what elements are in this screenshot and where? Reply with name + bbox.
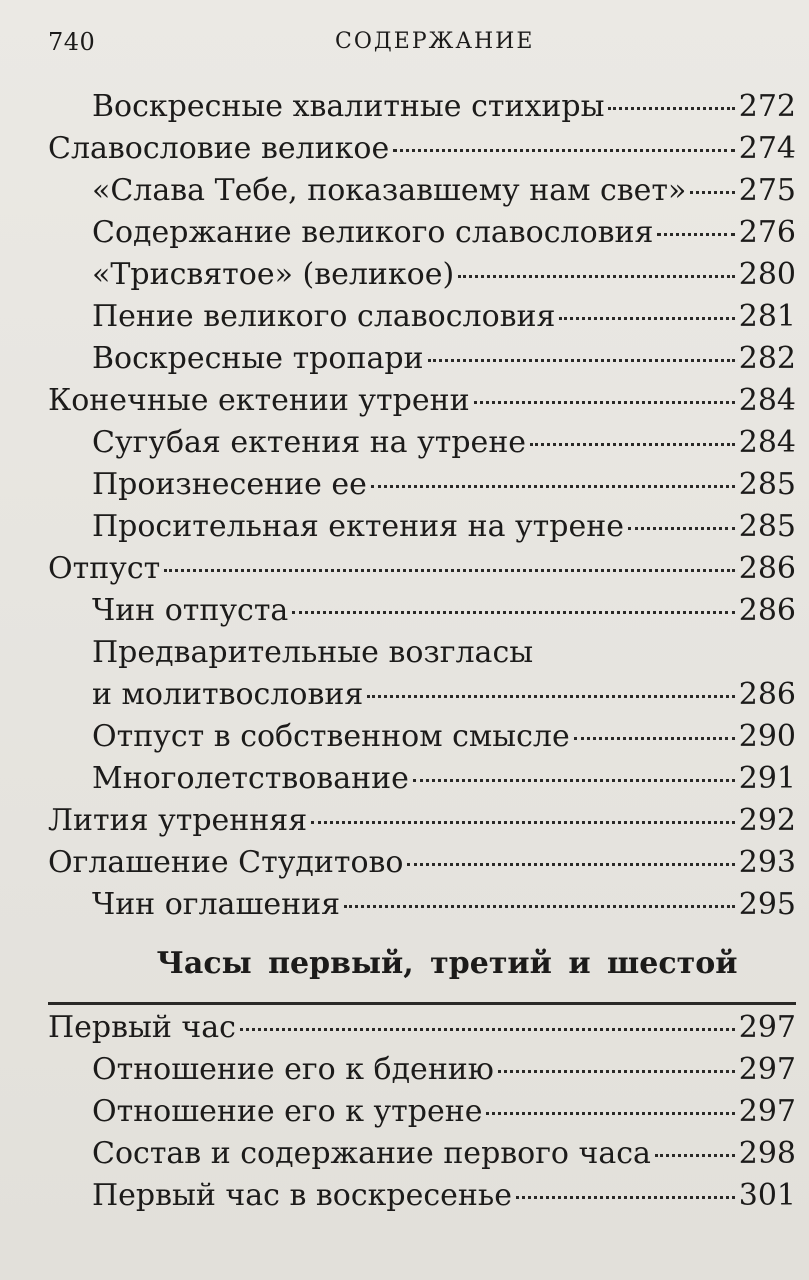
toc-entry-page: 297 [738, 1010, 796, 1045]
toc-entry-page: 297 [738, 1094, 796, 1129]
toc-entry-page: 275 [738, 173, 796, 208]
page-number: 740 [48, 28, 96, 56]
dot-leader [344, 904, 735, 908]
toc-entry [48, 464, 796, 506]
toc-entry-title: Отпуст в собственном смысле [92, 719, 570, 754]
toc-entry [48, 590, 796, 632]
toc-entry [48, 884, 796, 926]
toc-entry-title: Пение великого славословия [92, 299, 556, 334]
toc-entry-title: Предварительные возгласы [92, 635, 534, 670]
toc-entry [48, 632, 796, 674]
toc-entry-title: Произнесение ее [92, 467, 367, 502]
toc-entry-title: Лития утренняя [48, 803, 308, 838]
toc-entry-page: 301 [738, 1178, 796, 1213]
toc-entry-page: 272 [738, 89, 796, 124]
dot-leader [413, 778, 735, 782]
toc-entry [48, 86, 796, 128]
toc-entry-page: 297 [738, 1052, 796, 1087]
toc-entry-page: 285 [738, 467, 796, 502]
toc-entry-title: Конечные ектении утрени [48, 383, 470, 418]
toc-entry-page: 286 [738, 677, 796, 712]
toc-entry-page: 285 [738, 509, 796, 544]
toc-entry [48, 380, 796, 422]
toc-entry-page: 282 [738, 341, 796, 376]
toc-entry-page: 293 [738, 845, 796, 880]
toc-entry-title: Первый час в воскресенье [92, 1178, 512, 1213]
toc-entry [48, 170, 796, 212]
dot-leader [655, 1153, 735, 1157]
toc-entry-page: 291 [738, 761, 796, 796]
toc-entry-title: Отношение его к утрене [92, 1094, 483, 1129]
toc-entry-page: 280 [738, 257, 796, 292]
toc-entry [48, 842, 796, 884]
toc-entry [48, 296, 796, 338]
dot-leader [311, 820, 735, 824]
toc-entry [48, 128, 796, 170]
dot-leader [292, 610, 734, 614]
toc-entry-page: 284 [738, 383, 796, 418]
table-of-contents [48, 86, 796, 1217]
dot-leader [628, 526, 735, 530]
toc-entry-page: 286 [738, 593, 796, 628]
toc-entry-title: Славословие великое [48, 131, 390, 166]
toc-entry-page: 281 [738, 299, 796, 334]
running-title: СОДЕРЖАНИЕ [335, 29, 535, 54]
toc-entry [48, 1133, 796, 1175]
dot-leader [371, 484, 735, 488]
toc-entry-page: 295 [738, 887, 796, 922]
toc-entry [48, 422, 796, 464]
toc-entry [48, 254, 796, 296]
dot-leader [608, 106, 734, 110]
toc-entry [48, 212, 796, 254]
toc-entry-page: 274 [738, 131, 796, 166]
toc-entry-title: Просительная ектения на утрене [92, 509, 624, 544]
toc-entry [48, 338, 796, 380]
toc-entry [48, 1175, 796, 1217]
dot-leader [474, 400, 735, 404]
dot-leader [516, 1195, 735, 1199]
dot-leader [690, 190, 734, 194]
toc-entry-title: «Слава Тебе, показавшему нам свет» [92, 173, 687, 208]
dot-leader [428, 358, 735, 362]
section-heading: Часы первый, третий и шестой [156, 946, 738, 981]
toc-entry-page: 276 [738, 215, 796, 250]
toc-entry [48, 800, 796, 842]
toc-entry-page: 292 [738, 803, 796, 838]
toc-entry [48, 1091, 796, 1133]
toc-entry [48, 758, 796, 800]
dot-leader [407, 862, 734, 866]
toc-entry [48, 548, 796, 590]
dot-leader [486, 1111, 734, 1115]
toc-entry [48, 1007, 796, 1049]
toc-entry [48, 1049, 796, 1091]
toc-entry-page: 284 [738, 425, 796, 460]
dot-leader [393, 148, 735, 152]
toc-entry-page: 298 [738, 1136, 796, 1171]
toc-entry-title: Чин отпуста [92, 593, 289, 628]
toc-entry-title: Отношение его к бдению [92, 1052, 494, 1087]
dot-leader [574, 736, 735, 740]
toc-entry-title: Воскресные тропари [92, 341, 424, 376]
toc-entry-title: Содержание великого славословия [92, 215, 654, 250]
toc-entry-title: «Трисвятое» (великое) [92, 257, 455, 292]
toc-entry [48, 506, 796, 548]
dot-leader [367, 694, 734, 698]
dot-leader [559, 316, 734, 320]
dot-leader [164, 568, 734, 572]
toc-entry-title: Чин оглашения [92, 887, 340, 922]
toc-entry-title: Отпуст [48, 551, 161, 586]
toc-entry-title: Сугубая ектения на утрене [92, 425, 527, 460]
dot-leader [657, 232, 734, 236]
toc-entry-title: Первый час [48, 1010, 236, 1045]
dot-leader [240, 1027, 735, 1031]
toc-entry-title: Состав и содержание первого часа [92, 1136, 651, 1171]
toc-entry-title: Многолетствование [92, 761, 409, 796]
toc-entry [48, 716, 796, 758]
section-rule [48, 1002, 796, 1005]
running-head [48, 28, 788, 62]
toc-entry-page: 290 [738, 719, 796, 754]
dot-leader [458, 274, 735, 278]
dot-leader [530, 442, 735, 446]
toc-entry-page: 286 [738, 551, 796, 586]
dot-leader [498, 1069, 735, 1073]
toc-entry [48, 674, 796, 716]
toc-entry-title: Оглашение Студитово [48, 845, 404, 880]
toc-entry-title: и молитвословия [92, 677, 364, 712]
toc-entry-title: Воскресные хвалитные стихиры [92, 89, 605, 124]
